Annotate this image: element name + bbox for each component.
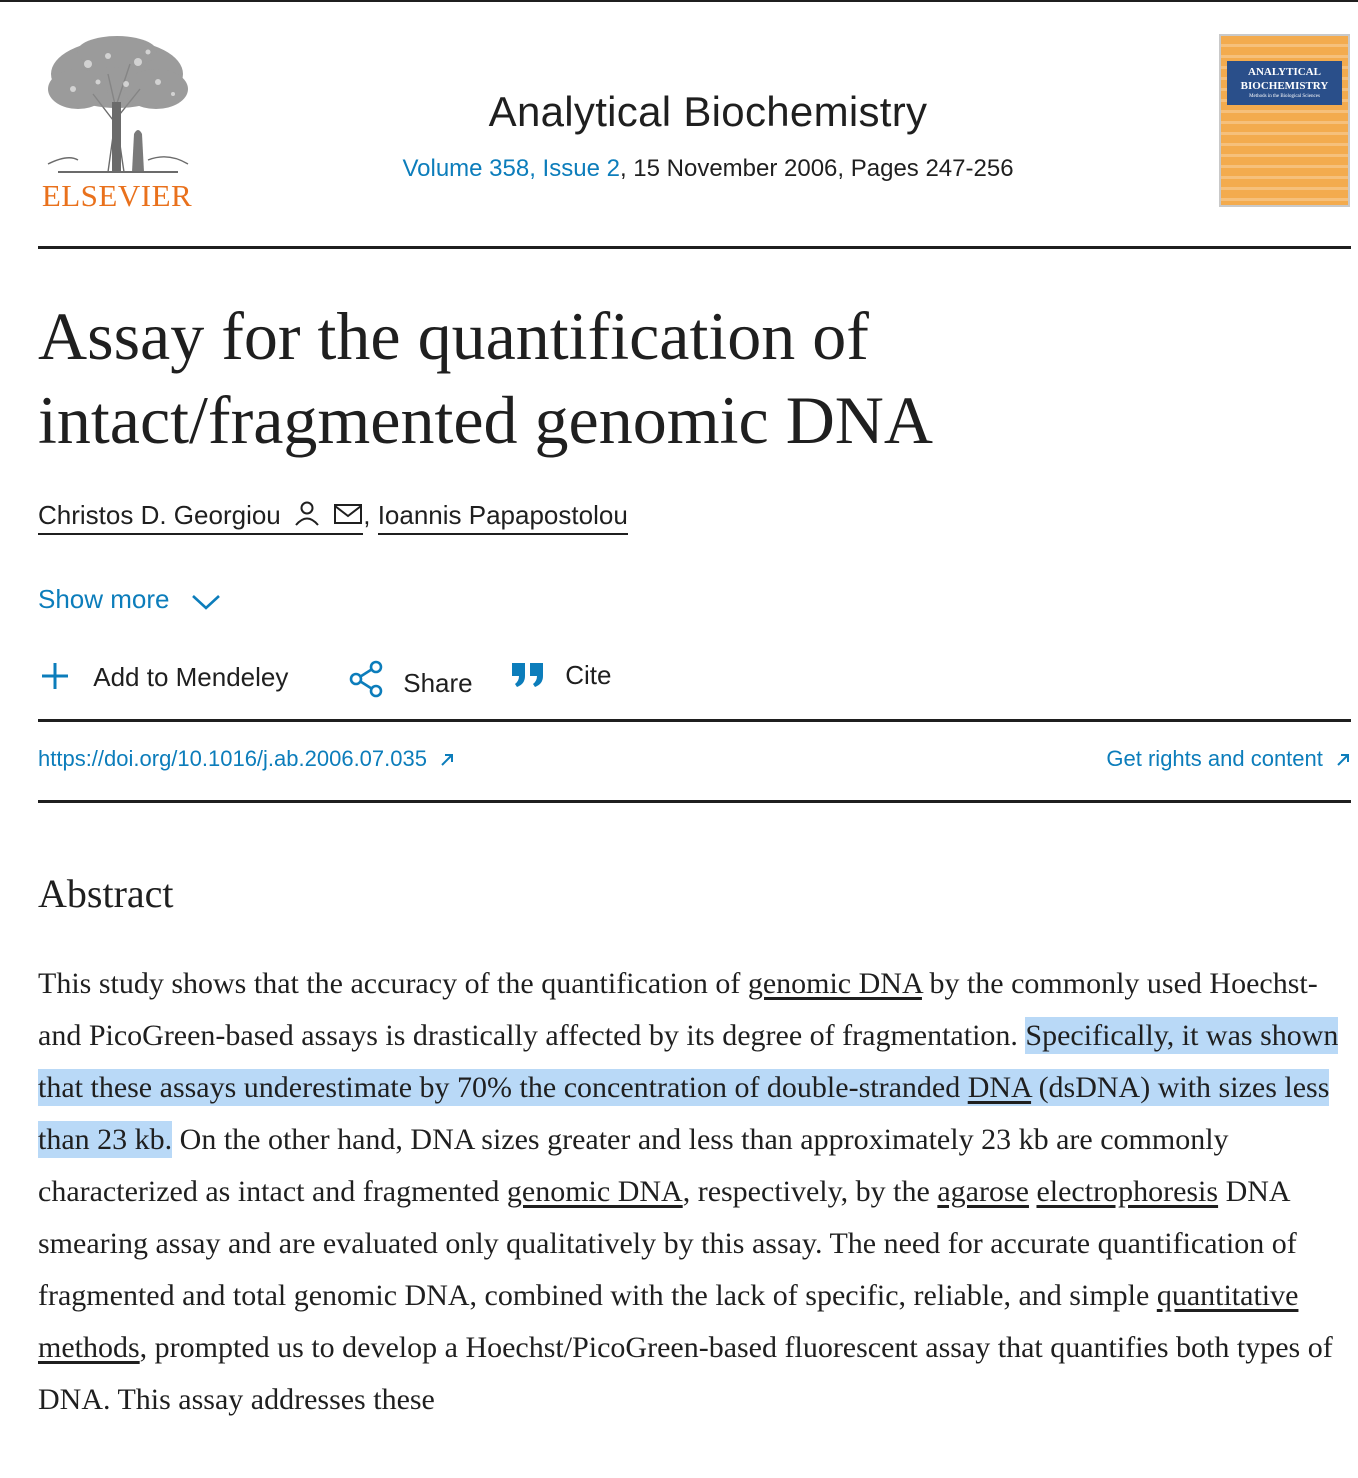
header-divider [38,246,1351,249]
author-link[interactable] [378,500,628,535]
journal-issue [0,155,1358,183]
topic-link-electrophoresis[interactable]: electrophoresis [1036,1175,1219,1208]
cover-title-band [1227,61,1342,105]
add-to-mendeley-button[interactable] [38,660,288,693]
show-more-label: Show more [38,584,170,614]
author-name: Ioannis Papapostolou [377,500,628,530]
chevron-down-icon [191,592,221,612]
add-to-mendeley-label: Add to Mendeley [93,662,289,692]
journal-cover-thumbnail[interactable] [1219,34,1350,207]
doi-link-text: https://doi.org/10.1016/j.ab.2006.07.035 [38,746,427,771]
author-name: Christos D. Georgiou [38,500,281,530]
topic-link-dna[interactable]: DNA [967,1071,1032,1104]
abstract-heading: Abstract [38,871,174,916]
topic-link-genomic-dna[interactable]: genomic DNA [747,967,922,1000]
journal-title[interactable]: Analytical Biochemistry [488,88,928,135]
highlighted-segment: Specifically, it was shown that these assays underestimate by 70% the concentration of double-stranded [38,1019,1339,1104]
cite-label: Cite [565,660,612,690]
plus-icon [38,660,72,692]
cover-subtitle: Methods in the Biological Sciences [1249,94,1320,99]
quote-icon [510,660,546,690]
abstract-text [38,958,1350,1426]
mail-icon [333,502,363,526]
share-button[interactable] [348,660,473,699]
get-rights-link-text: Get rights and content [1106,746,1323,771]
person-icon [294,500,320,526]
get-rights-link[interactable] [1106,746,1351,772]
author-list [38,500,628,535]
abstract-text-segment: , prompted us to develop a Hoechst/PicoGreen-based fluorescent assay that quantifies both types of DNA. This assay addresses these [38,1331,1333,1416]
doi-link[interactable] [38,746,455,772]
article-title: Assay for the quantification of intact/fragmented genomic DNA [38,298,934,458]
issue-details: , 15 November 2006, Pages 247-256 [619,155,1014,182]
show-more-button[interactable] [38,584,221,615]
actions-divider [38,719,1351,722]
publisher-wordmark: ELSEVIER [41,178,193,213]
cite-button[interactable] [510,660,611,691]
issue-link[interactable]: Volume 358, Issue 2 [402,155,620,182]
abstract-text-segment: On the other hand, DNA sizes greater and less than approximately 23 kb are commonly characterized as intact and fragmented [38,1123,1229,1208]
abstract-text-segment: , respectively, by the [682,1175,938,1208]
share-icon [348,660,384,698]
topic-link-agarose[interactable]: agarose [937,1175,1029,1208]
cover-title: ANALYTICAL BIOCHEMISTRY [1240,66,1329,92]
doi-divider [38,800,1351,803]
author-separator: , [363,500,378,530]
external-link-icon [1335,752,1351,768]
topic-link-genomic-dna[interactable]: genomic DNA [506,1175,683,1208]
abstract-text-segment: by the commonly used Hoechst- and PicoGreen-based assays is drastically affected by its degree of fragmentation. [38,967,1318,1052]
highlighted-segment: (dsDNA) with sizes less than 23 kb. [38,1071,1330,1156]
share-label: Share [403,668,473,698]
topic-link-quantitative-methods[interactable]: quantitative methods [38,1279,1299,1364]
top-border [0,0,1358,2]
abstract-text-segment: DNA smearing assay and are evaluated only qualitatively by this assay. The need for accurate quantification of fragmented and total genomic DNA, combined with the lack of specific, reliable, and simple [38,1175,1297,1312]
author-link[interactable] [38,500,363,535]
abstract-text-segment: This study shows that the accuracy of the quantification of [38,967,748,1000]
external-link-icon [439,752,455,768]
